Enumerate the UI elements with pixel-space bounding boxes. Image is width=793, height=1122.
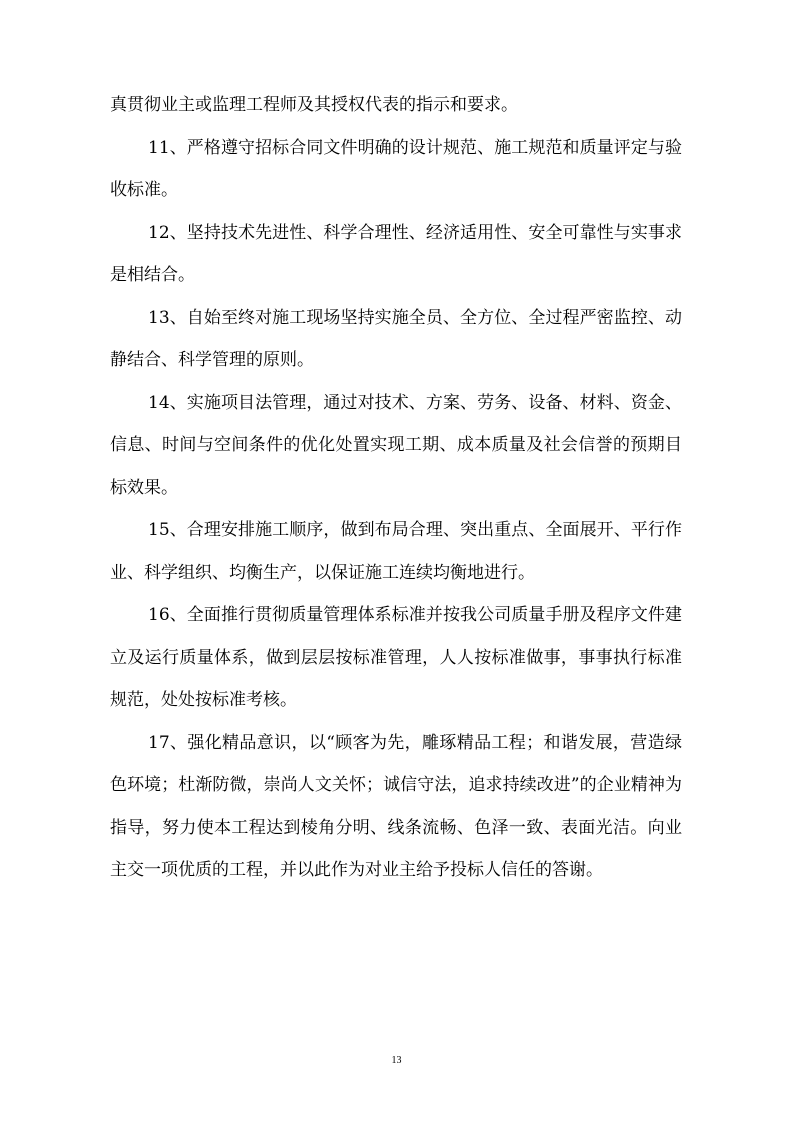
paragraph-item-16: 16、全面推行贯彻质量管理体系标准并按我公司质量手册及程序文件建立及运行质量体系，做到层层按标准管理，人人按标准做事，事事执行标准规范，处处按标准考核。 [110, 605, 682, 710]
paragraph-item-17: 17、强化精品意识，以“顾客为先，雕琢精品工程；和谐发展，营造绿色环境；杜渐防微，崇尚人文关怀；诚信守法，追求持续改进”的企业精神为指导，努力使本工程达到棱角分明、线条流畅、色泽一致、表面光洁。向业主交一项优质的工程，并以此作为对业主给予投标人信任的答谢。 [110, 732, 682, 880]
paragraph-item-13: 13、自始至终对施工现场坚持实施全员、全方位、全过程严密监控、动静结合、科学管理的原则。 [110, 307, 682, 370]
paragraph-item-11: 11、严格遵守招标合同文件明确的设计规范、施工规范和质量评定与验收标准。 [110, 137, 682, 200]
paragraph-continuation: 真贯彻业主或监理工程师及其授权代表的指示和要求。 [110, 95, 518, 115]
paragraph-item-14: 14、实施项目法管理，通过对技术、方案、劳务、设备、材料、资金、信息、时间与空间条件的优化处置实现工期、成本质量及社会信誉的预期目标效果。 [110, 392, 682, 498]
paragraph-item-15: 15、合理安排施工顺序，做到布局合理、突出重点、全面展开、平行作业、科学组织、均衡生产，以保证施工连续均衡地进行。 [110, 520, 682, 583]
paragraph-item-12: 12、坚持技术先进性、科学合理性、经济适用性、安全可靠性与实事求是相结合。 [110, 222, 682, 285]
page-number: 13 [391, 1055, 402, 1066]
page-content [110, 84, 682, 892]
